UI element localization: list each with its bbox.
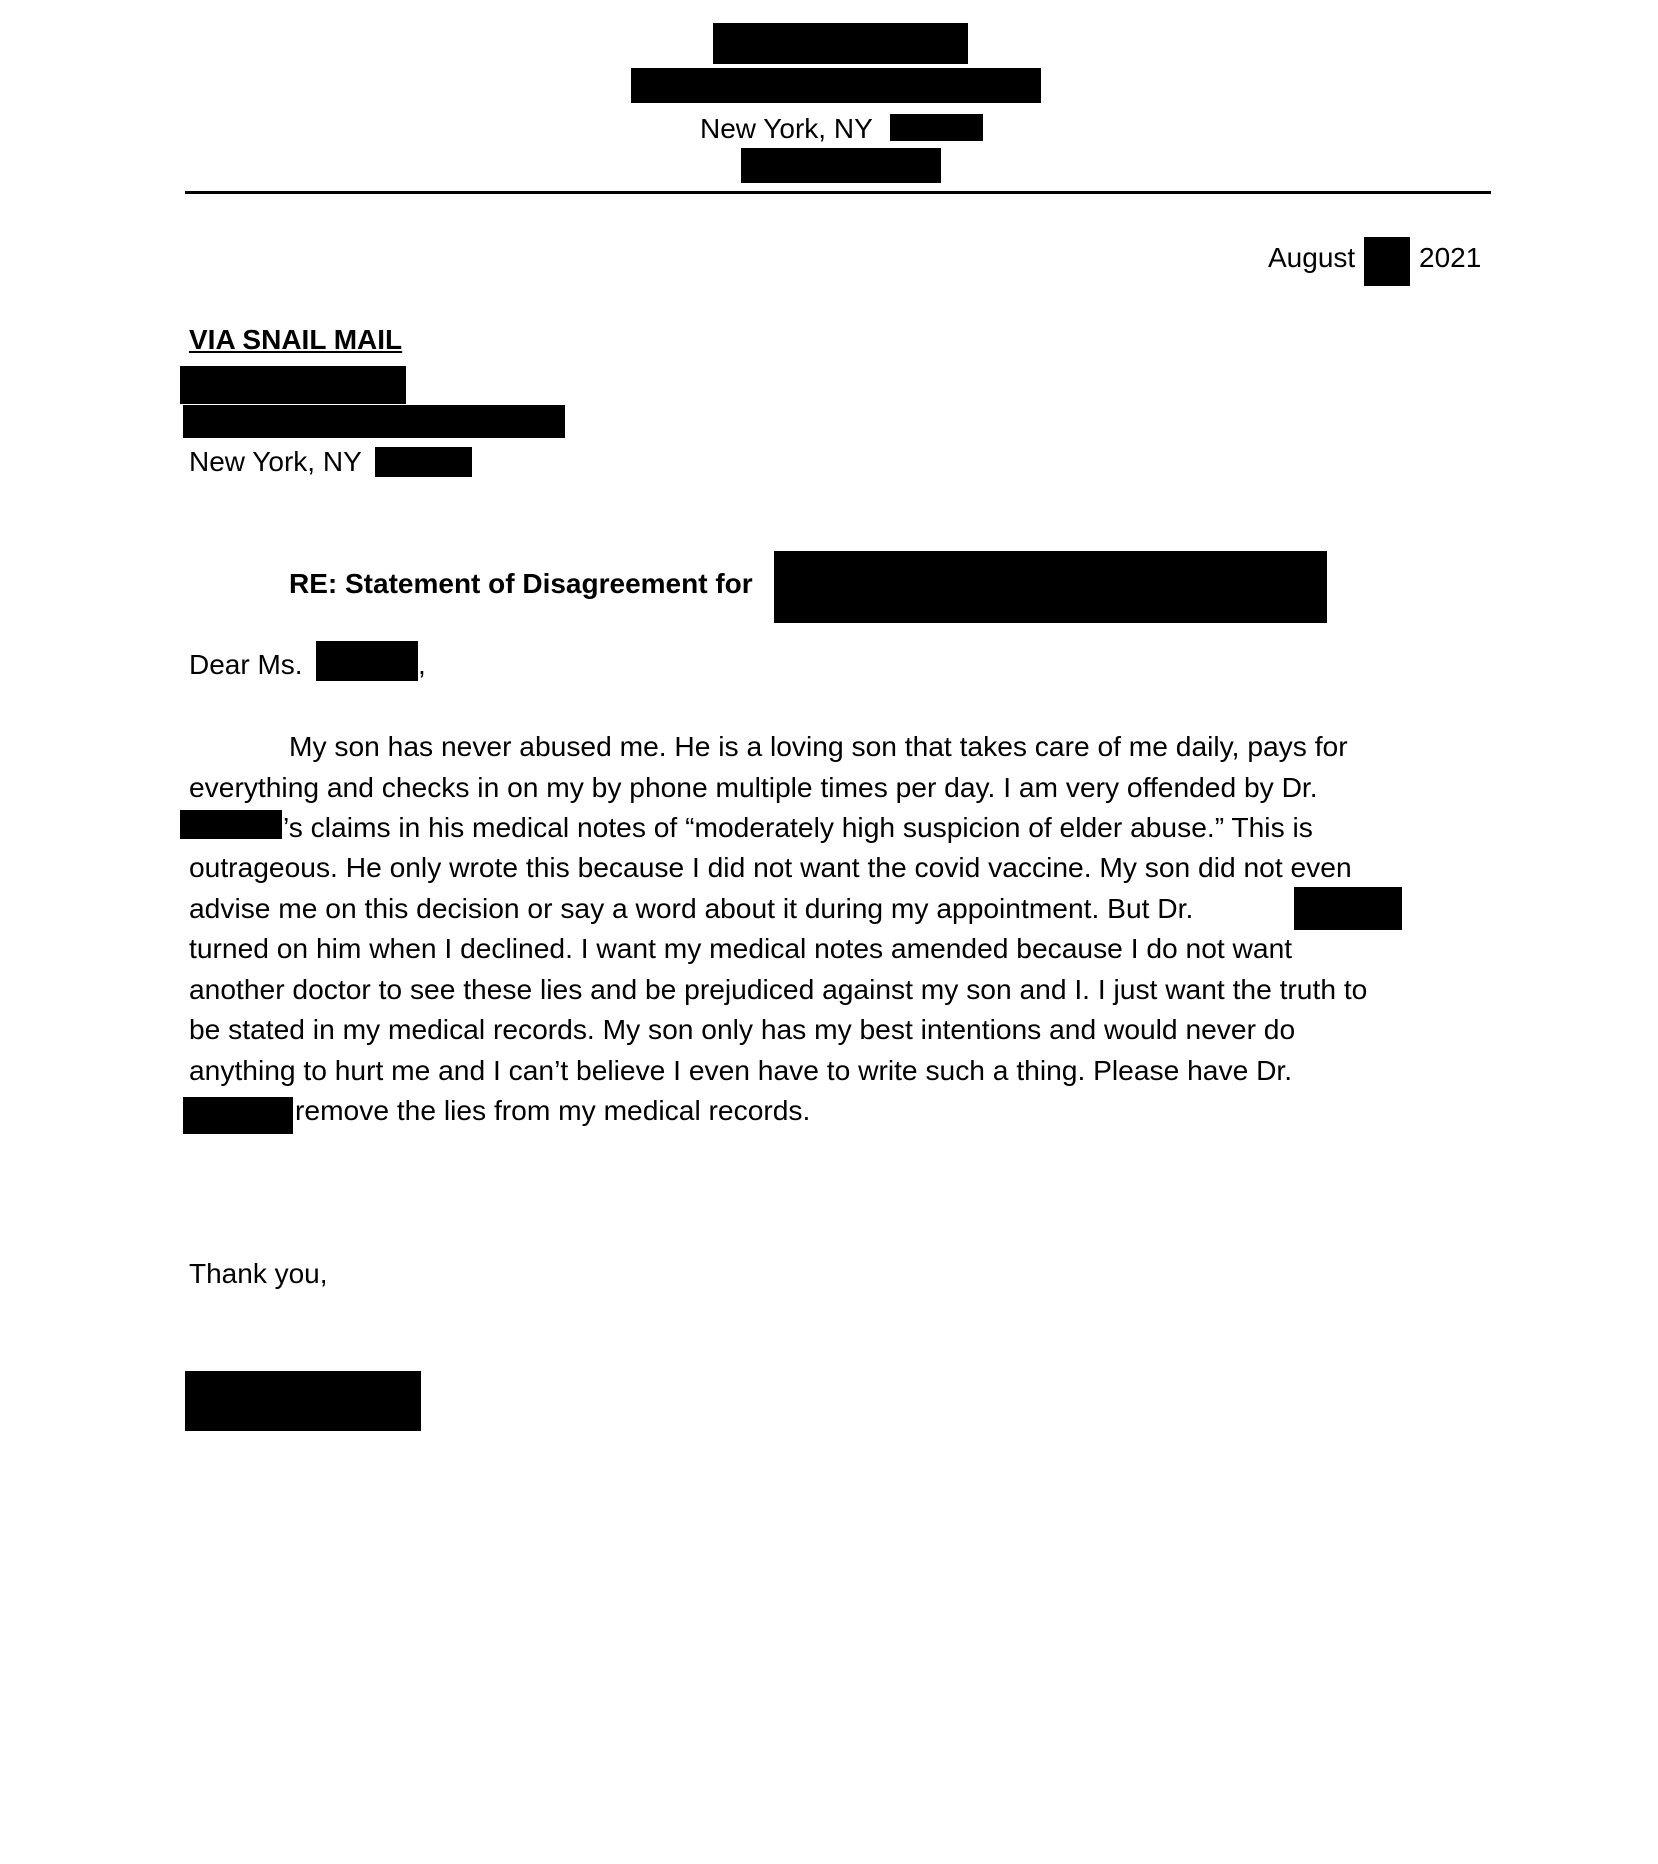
redacted-patient-name — [774, 551, 1327, 623]
body-line-3: ’s claims in his medical notes of “moderately high suspicion of elder abuse.” This is — [283, 811, 1313, 843]
redacted-recipient-street — [183, 405, 565, 438]
redacted-recipient-surname — [316, 641, 418, 681]
body-line-2: everything and checks in on my by phone multiple times per day. I am very offended by Dr. — [189, 771, 1318, 803]
redacted-doctor-name — [183, 1097, 293, 1134]
salutation-comma: , — [418, 649, 426, 680]
delivery-method: VIA SNAIL MAIL — [189, 324, 403, 355]
letterhead-city: New York, NY — [700, 113, 873, 144]
body-line-7: another doctor to see these lies and be prejudiced against my son and I. I just want the truth to — [189, 973, 1368, 1005]
date-year: 2021 — [1419, 242, 1482, 273]
closing: Thank you, — [189, 1258, 328, 1289]
redacted-sender-street — [631, 68, 1041, 103]
body-line-10: remove the lies from my medical records. — [295, 1094, 811, 1126]
subject-line: RE: Statement of Disagreement for — [289, 568, 753, 599]
body-line-5: advise me on this decision or say a word about it during my appointment. But Dr. — [189, 892, 1194, 924]
redacted-sender-phone — [741, 148, 941, 183]
redacted-recipient-name — [180, 366, 406, 404]
redacted-doctor-name — [180, 810, 282, 839]
body-line-4: outrageous. He only wrote this because I did not want the covid vaccine. My son did not even — [189, 851, 1352, 883]
redacted-sender-name — [713, 23, 968, 64]
recipient-city: New York, NY — [189, 446, 362, 477]
body-line-8: be stated in my medical records. My son only has my best intentions and would never do — [189, 1013, 1296, 1045]
date-month: August — [1268, 242, 1356, 273]
redacted-recipient-zip — [375, 447, 472, 477]
header-divider — [185, 191, 1491, 194]
redacted-doctor-name — [1294, 887, 1402, 930]
body-line-6: turned on him when I declined. I want my medical notes amended because I do not want — [189, 932, 1293, 964]
salutation: Dear Ms. — [189, 649, 303, 680]
redacted-sender-zip — [890, 114, 983, 141]
redacted-signature — [185, 1371, 421, 1431]
body-line-9: anything to hurt me and I can’t believe I even have to write such a thing. Please have Dr. — [189, 1054, 1293, 1086]
body-line-1: My son has never abused me. He is a loving son that takes care of me daily, pays for — [289, 730, 1348, 762]
redacted-date-day — [1364, 237, 1410, 286]
